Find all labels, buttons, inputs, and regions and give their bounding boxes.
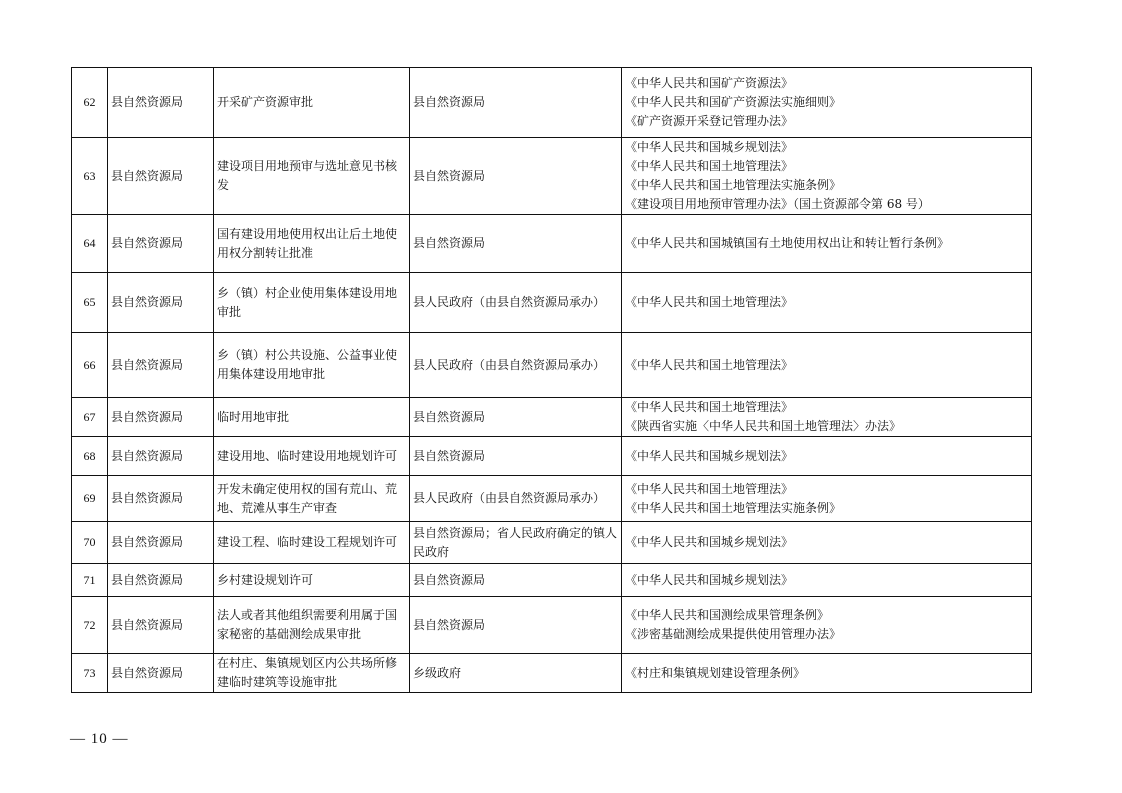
approval-items-table xyxy=(71,67,1032,693)
table-row xyxy=(72,476,1032,522)
legal-basis-item: 《矿产资源开采登记管理办法》 xyxy=(625,114,794,128)
table-row xyxy=(72,138,1032,215)
approval-item-cell: 开发未确定使用权的国有荒山、荒地、荒滩从事生产审查 xyxy=(214,476,410,522)
legal-basis-cell xyxy=(622,437,1032,476)
row-number: 66 xyxy=(72,333,108,398)
approval-item-cell: 临时用地审批 xyxy=(214,398,410,437)
legal-basis-cell xyxy=(622,68,1032,138)
table-row xyxy=(72,654,1032,693)
approval-authority-cell: 县自然资源局 xyxy=(410,138,622,215)
approval-authority-cell: 县自然资源局；省人民政府确定的镇人民政府 xyxy=(410,522,622,564)
legal-basis-cell xyxy=(622,333,1032,398)
approval-authority-cell: 县自然资源局 xyxy=(410,437,622,476)
row-number: 63 xyxy=(72,138,108,215)
department-cell: 县自然资源局 xyxy=(108,654,214,693)
table-row xyxy=(72,522,1032,564)
legal-basis-cell xyxy=(622,273,1032,333)
legal-basis-item: 《中华人民共和国矿产资源法》 xyxy=(625,76,794,90)
approval-authority-cell: 乡级政府 xyxy=(410,654,622,693)
legal-basis-cell xyxy=(622,476,1032,522)
department-cell: 县自然资源局 xyxy=(108,564,214,597)
legal-basis-item: 《中华人民共和国土地管理法》 xyxy=(625,295,794,309)
legal-basis-item: 《中华人民共和国土地管理法》 xyxy=(625,159,794,173)
approval-item-cell: 建设用地、临时建设用地规划许可 xyxy=(214,437,410,476)
department-cell: 县自然资源局 xyxy=(108,68,214,138)
department-cell: 县自然资源局 xyxy=(108,215,214,273)
approval-item-cell: 乡（镇）村公共设施、公益事业使用集体建设用地审批 xyxy=(214,333,410,398)
department-cell: 县自然资源局 xyxy=(108,273,214,333)
legal-basis-cell xyxy=(622,138,1032,215)
approval-item-cell: 开采矿产资源审批 xyxy=(214,68,410,138)
approval-item-cell: 建设工程、临时建设工程规划许可 xyxy=(214,522,410,564)
legal-basis-item: 《中华人民共和国城镇国有土地使用权出让和转让暂行条例》 xyxy=(625,236,950,250)
department-cell: 县自然资源局 xyxy=(108,138,214,215)
row-number: 67 xyxy=(72,398,108,437)
approval-authority-cell: 县自然资源局 xyxy=(410,398,622,437)
legal-basis-cell xyxy=(622,597,1032,654)
legal-basis-cell xyxy=(622,398,1032,437)
legal-basis-item: 《中华人民共和国城乡规划法》 xyxy=(625,572,794,587)
row-number: 72 xyxy=(72,597,108,654)
legal-basis-item: 《中华人民共和国土地管理法》 xyxy=(625,357,794,372)
table-row xyxy=(72,564,1032,597)
legal-basis-cell xyxy=(622,215,1032,273)
legal-basis-item: 《建设项目用地预审管理办法》（国土资源部令第 68 号） xyxy=(625,197,930,211)
approval-authority-cell: 县人民政府（由县自然资源局承办） xyxy=(410,476,622,522)
table-row xyxy=(72,398,1032,437)
legal-basis-item: 《村庄和集镇规划建设管理条例》 xyxy=(625,665,806,680)
table-row xyxy=(72,333,1032,398)
legal-basis-item: 《中华人民共和国土地管理法实施条例》 xyxy=(625,500,842,515)
row-number: 62 xyxy=(72,68,108,138)
table-body xyxy=(72,68,1032,693)
legal-basis-item: 《中华人民共和国土地管理法》 xyxy=(625,481,794,496)
row-number: 73 xyxy=(72,654,108,693)
approval-item-cell: 国有建设用地使用权出让后土地使用权分割转让批准 xyxy=(214,215,410,273)
row-number: 70 xyxy=(72,522,108,564)
table-row xyxy=(72,68,1032,138)
table-row xyxy=(72,437,1032,476)
approval-item-cell: 法人或者其他组织需要利用属于国家秘密的基础测绘成果审批 xyxy=(214,597,410,654)
legal-basis-item: 《中华人民共和国土地管理法实施条例》 xyxy=(625,178,842,192)
row-number: 64 xyxy=(72,215,108,273)
page-number: — 10 — xyxy=(70,731,129,747)
approval-authority-cell: 县自然资源局 xyxy=(410,597,622,654)
approval-authority-cell: 县人民政府（由县自然资源局承办） xyxy=(410,333,622,398)
approval-authority-cell: 县自然资源局 xyxy=(410,68,622,138)
approval-item-cell: 在村庄、集镇规划区内公共场所修建临时建筑等设施审批 xyxy=(214,654,410,693)
table-row xyxy=(72,597,1032,654)
legal-basis-cell xyxy=(622,654,1032,693)
legal-basis-cell xyxy=(622,564,1032,597)
department-cell: 县自然资源局 xyxy=(108,437,214,476)
department-cell: 县自然资源局 xyxy=(108,398,214,437)
approval-item-cell: 乡村建设规划许可 xyxy=(214,564,410,597)
department-cell: 县自然资源局 xyxy=(108,522,214,564)
legal-basis-item: 《中华人民共和国城乡规划法》 xyxy=(625,140,794,154)
row-number: 65 xyxy=(72,273,108,333)
department-cell: 县自然资源局 xyxy=(108,597,214,654)
approval-authority-cell: 县自然资源局 xyxy=(410,564,622,597)
table-row xyxy=(72,215,1032,273)
row-number: 68 xyxy=(72,437,108,476)
row-number: 71 xyxy=(72,564,108,597)
legal-basis-item: 《中华人民共和国城乡规划法》 xyxy=(625,448,794,463)
legal-basis-item: 《涉密基础测绘成果提供使用管理办法》 xyxy=(625,627,842,641)
legal-basis-item: 《中华人民共和国城乡规划法》 xyxy=(625,535,794,549)
table-row xyxy=(72,273,1032,333)
department-cell: 县自然资源局 xyxy=(108,333,214,398)
approval-authority-cell: 县人民政府（由县自然资源局承办） xyxy=(410,273,622,333)
approval-authority-cell: 县自然资源局 xyxy=(410,215,622,273)
legal-basis-item: 《中华人民共和国土地管理法》 xyxy=(625,400,794,414)
row-number: 69 xyxy=(72,476,108,522)
legal-basis-item: 《中华人民共和国测绘成果管理条例》 xyxy=(625,608,830,622)
approval-item-cell: 乡（镇）村企业使用集体建设用地审批 xyxy=(214,273,410,333)
legal-basis-item: 《中华人民共和国矿产资源法实施细则》 xyxy=(625,95,842,109)
legal-basis-cell xyxy=(622,522,1032,564)
department-cell: 县自然资源局 xyxy=(108,476,214,522)
approval-item-cell: 建设项目用地预审与选址意见书核发 xyxy=(214,138,410,215)
legal-basis-item: 《陕西省实施〈中华人民共和国土地管理法〉办法》 xyxy=(625,419,902,433)
